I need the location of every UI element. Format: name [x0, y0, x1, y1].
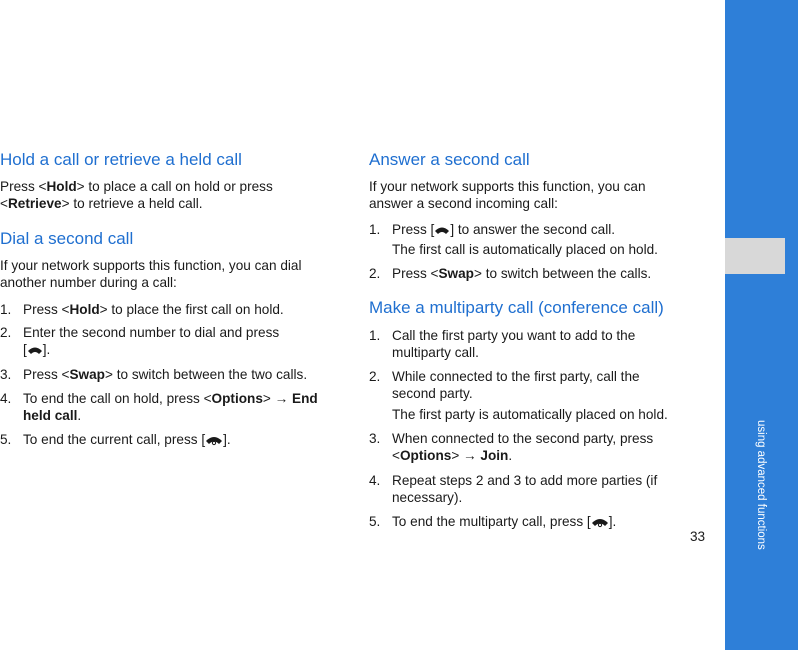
multiparty-step-2: 2. While connected to the first party, call the second party. The first party is automatically placed on hold.: [369, 369, 668, 422]
multiparty-step-5: 5. To end the multiparty call, press [ ].: [369, 513, 699, 530]
dial-intro-line2: another number during a call:: [0, 275, 177, 290]
heading-dial-second-call: Dial a second call: [0, 229, 134, 248]
answer-intro-line2: answer a second incoming call:: [369, 196, 558, 211]
dial-intro-line1: If your network supports this function, you can dial: [0, 258, 302, 273]
hold-softkey-label: Hold: [46, 179, 77, 194]
hold-paragraph-line2: <Retrieve> to retrieve a held call.: [0, 196, 203, 211]
multiparty-step-3: 3. When connected to the second party, press <Options> → Join.: [369, 431, 654, 463]
heading-multiparty-call: Make a multiparty call (conference call): [369, 298, 664, 317]
dial-step-1: 1. Press <Hold> to place the first call on hold.: [0, 302, 284, 317]
retrieve-softkey-label: Retrieve: [7, 196, 62, 211]
chapter-label: using advanced functions: [755, 420, 767, 550]
answer-step-2: 2. Press <Swap> to switch between the calls.: [369, 266, 652, 281]
dial-step-4: 4. To end the call on hold, press <Options> → End held call.: [0, 391, 318, 423]
dial-step-3: 3. Press <Swap> to switch between the two calls.: [0, 367, 308, 382]
talk-key-icon: [27, 343, 43, 360]
answer-intro-line1: If your network supports this function, you can: [369, 179, 646, 194]
chapter-tab-marker: [725, 238, 785, 274]
end-key-icon: [205, 433, 223, 450]
dial-step-2: 2. Enter the second number to dial and press [ ].: [0, 324, 338, 358]
chapter-sidebar: [725, 0, 798, 650]
end-key-icon: [591, 515, 609, 532]
heading-hold-call: Hold a call or retrieve a held call: [0, 150, 242, 169]
dial-step-5: 5. To end the current call, press [ ].: [0, 431, 338, 448]
multiparty-step-2-note: The first party is automatically placed on hold.: [392, 407, 668, 422]
multiparty-step-1: 1. Call the first party you want to add to the multiparty call.: [369, 328, 636, 360]
heading-answer-second-call: Answer a second call: [369, 150, 530, 169]
answer-step-1-note: The first call is automatically placed on hold.: [392, 242, 658, 257]
multiparty-step-4: 4. Repeat steps 2 and 3 to add more parties (if necessary).: [369, 473, 658, 505]
hold-paragraph-line1: Press <Hold> to place a call on hold or press: [0, 179, 273, 194]
talk-key-icon: [434, 223, 450, 240]
page-number: 33: [690, 529, 706, 544]
answer-step-1: 1. Press [ ] to answer the second call. The first call is automatically placed on hold.: [369, 222, 658, 257]
